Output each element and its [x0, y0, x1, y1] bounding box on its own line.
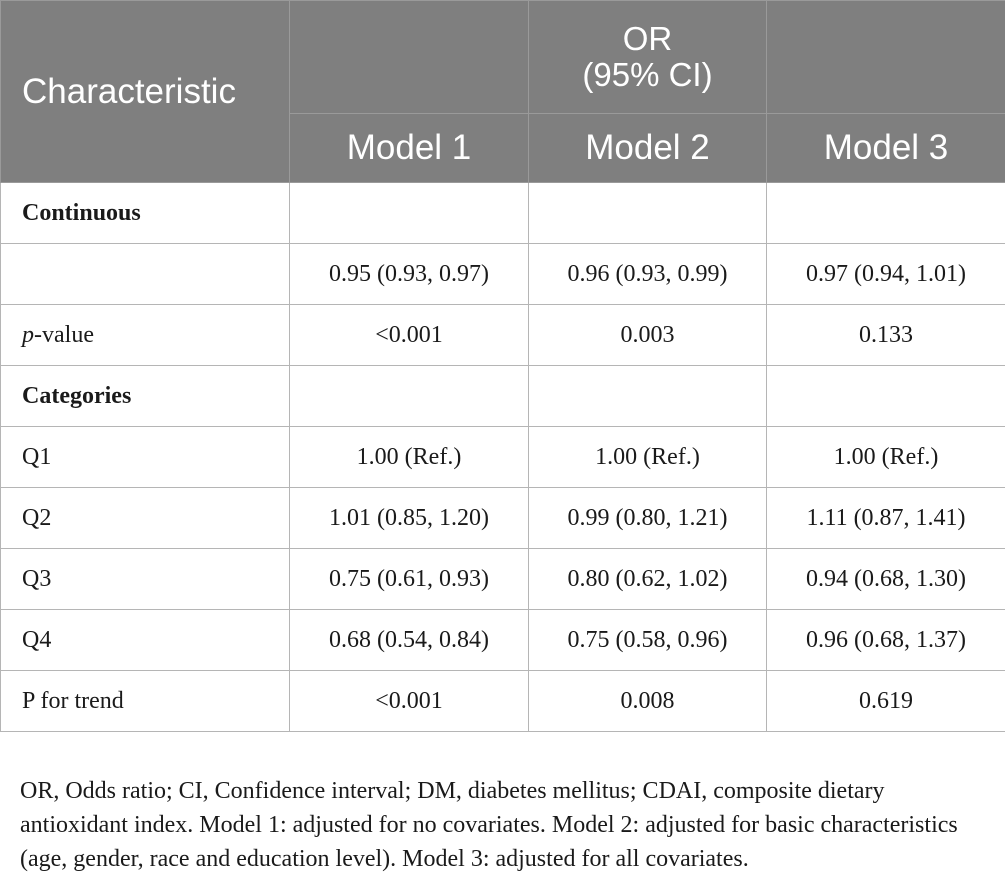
- model-1-header: Model 1: [290, 114, 529, 183]
- cell-model-2: 1.00 (Ref.): [529, 427, 767, 488]
- cell-model-3: 1.11 (0.87, 1.41): [767, 488, 1005, 549]
- cell-model-1: 1.00 (Ref.): [290, 427, 529, 488]
- cell-model-2: 0.80 (0.62, 1.02): [529, 549, 767, 610]
- cell-model-1: 0.68 (0.54, 0.84): [290, 610, 529, 671]
- cell-model-3: 0.94 (0.68, 1.30): [767, 549, 1005, 610]
- table-row-continuous-or: [1, 244, 1005, 305]
- cell-model-1: 0.75 (0.61, 0.93): [290, 549, 529, 610]
- row-label: P for trend: [1, 671, 290, 732]
- table-row-q1: [1, 427, 1005, 488]
- table-body: [1, 183, 1005, 732]
- cell-model-2: [529, 183, 767, 244]
- cell-model-1: <0.001: [290, 305, 529, 366]
- table-footnote: OR, Odds ratio; CI, Confidence interval; DM, diabetes mellitus; CDAI, composite dietary antioxidant index. Model 1: adjusted for no covariates. Model 2: adjusted for basic characteristics (age, gender, race and education level). Model 3: adjusted for all covariates.: [20, 774, 995, 876]
- cell-model-2: 0.008: [529, 671, 767, 732]
- cell-model-2: 0.75 (0.58, 0.96): [529, 610, 767, 671]
- table-row-p-for-trend: [1, 671, 1005, 732]
- cell-model-1: <0.001: [290, 671, 529, 732]
- or-ci-header: [529, 1, 767, 114]
- table-row-q4: [1, 610, 1005, 671]
- cell-model-3: [767, 183, 1005, 244]
- cell-model-1: 1.01 (0.85, 1.20): [290, 488, 529, 549]
- model-3-header: Model 3: [767, 114, 1005, 183]
- table-row-p-value: [1, 305, 1005, 366]
- ci-header-line: (95% CI): [529, 57, 766, 93]
- header-blank-cell: [767, 1, 1005, 114]
- table-row-continuous: [1, 183, 1005, 244]
- row-label: Q4: [1, 610, 290, 671]
- row-label: Q3: [1, 549, 290, 610]
- table-row-q3: [1, 549, 1005, 610]
- row-label: [1, 305, 290, 366]
- table-row-categories: [1, 366, 1005, 427]
- table-header: [1, 1, 1005, 183]
- cell-model-1: [290, 366, 529, 427]
- cell-model-1: [290, 183, 529, 244]
- cell-model-2: [529, 366, 767, 427]
- row-label: Categories: [1, 366, 290, 427]
- cell-model-2: 0.96 (0.93, 0.99): [529, 244, 767, 305]
- cell-model-3: 0.96 (0.68, 1.37): [767, 610, 1005, 671]
- row-label: Q2: [1, 488, 290, 549]
- cell-model-3: 1.00 (Ref.): [767, 427, 1005, 488]
- row-label-italic: p: [22, 322, 34, 348]
- characteristic-header: Characteristic: [1, 1, 290, 183]
- row-label: Continuous: [1, 183, 290, 244]
- cell-model-3: 0.619: [767, 671, 1005, 732]
- header-row-top: [1, 1, 1005, 114]
- row-label-rest: -value: [34, 322, 94, 348]
- cell-model-2: 0.99 (0.80, 1.21): [529, 488, 767, 549]
- model-2-header: Model 2: [529, 114, 767, 183]
- header-blank-cell: [290, 1, 529, 114]
- cell-model-3: 0.133: [767, 305, 1005, 366]
- cell-model-3: [767, 366, 1005, 427]
- cell-model-2: 0.003: [529, 305, 767, 366]
- table-row-q2: [1, 488, 1005, 549]
- row-label: [1, 244, 290, 305]
- cell-model-1: 0.95 (0.93, 0.97): [290, 244, 529, 305]
- or-header-line: OR: [529, 21, 766, 57]
- cell-model-3: 0.97 (0.94, 1.01): [767, 244, 1005, 305]
- row-label: Q1: [1, 427, 290, 488]
